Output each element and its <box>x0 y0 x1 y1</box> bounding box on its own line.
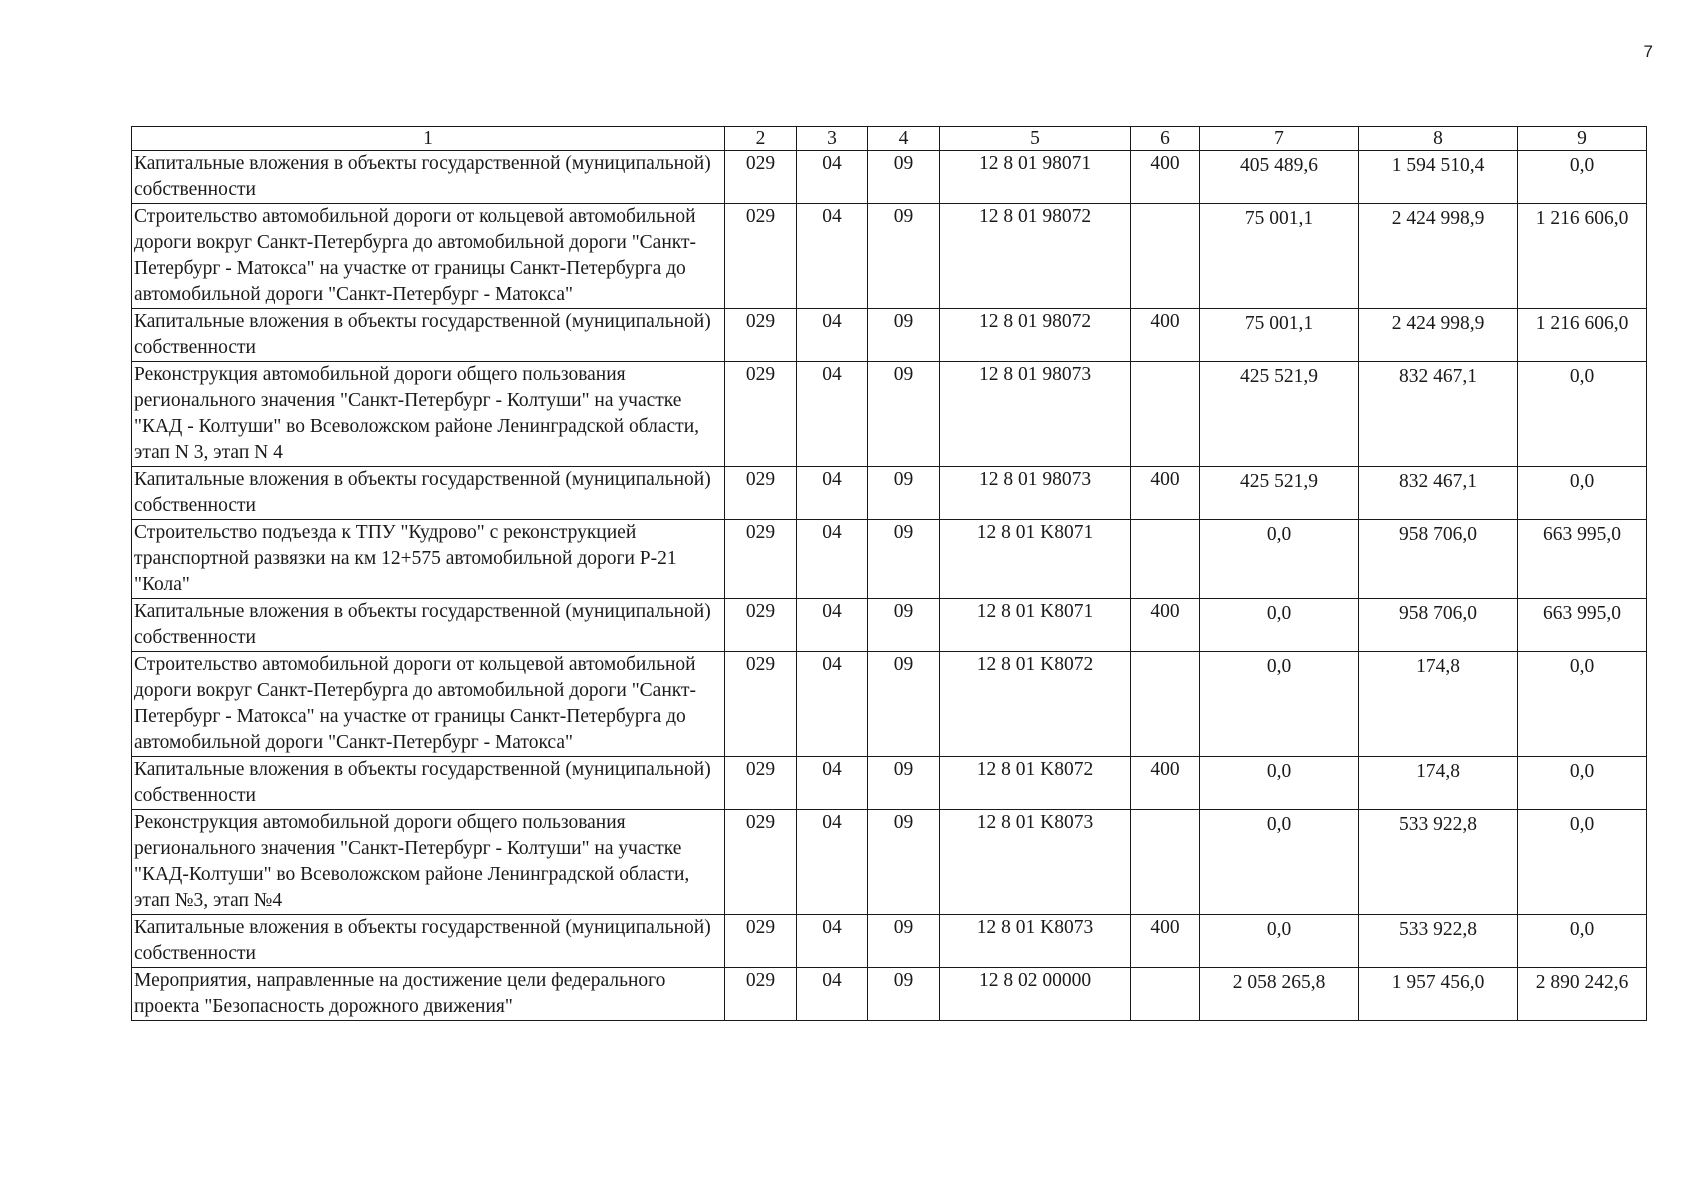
amount-col-9: 0,0 <box>1518 652 1647 757</box>
subsection-code: 09 <box>868 599 940 652</box>
amount-col-9: 1 216 606,0 <box>1518 309 1647 362</box>
budget-table <box>131 126 1647 1021</box>
row-description: Капитальные вложения в объекты государственной (муниципальной) собственности <box>132 599 725 652</box>
amount-col-7: 75 001,1 <box>1200 309 1359 362</box>
amount-col-8: 1 957 456,0 <box>1359 968 1518 1021</box>
target-article-code: 12 8 01 98073 <box>940 467 1131 520</box>
ministry-code: 029 <box>725 204 797 309</box>
amount-col-8: 174,8 <box>1359 652 1518 757</box>
amount-col-8: 958 706,0 <box>1359 520 1518 599</box>
amount-col-7: 0,0 <box>1200 520 1359 599</box>
amount-col-8: 832 467,1 <box>1359 362 1518 467</box>
ministry-code: 029 <box>725 652 797 757</box>
target-article-code: 12 8 01 K8071 <box>940 599 1131 652</box>
section-code: 04 <box>797 810 868 915</box>
amount-col-9: 0,0 <box>1518 467 1647 520</box>
amount-col-9: 0,0 <box>1518 810 1647 915</box>
ministry-code: 029 <box>725 968 797 1021</box>
header-cell: 7 <box>1200 127 1359 151</box>
header-cell: 4 <box>868 127 940 151</box>
row-description: Реконструкция автомобильной дороги общего пользования регионального значения "Санкт-Петербург - Колтуши" на участке "КАД-Колтуши" во Всеволожском районе Ленинградской области, этап №3, этап №4 <box>132 810 725 915</box>
table-row <box>132 810 1647 915</box>
subsection-code: 09 <box>868 151 940 204</box>
subsection-code: 09 <box>868 309 940 362</box>
expense-type-code <box>1131 810 1200 915</box>
row-description: Капитальные вложения в объекты государственной (муниципальной) собственности <box>132 467 725 520</box>
target-article-code: 12 8 01 98073 <box>940 362 1131 467</box>
ministry-code: 029 <box>725 151 797 204</box>
amount-col-7: 0,0 <box>1200 652 1359 757</box>
header-cell: 2 <box>725 127 797 151</box>
table-row <box>132 151 1647 204</box>
amount-col-9: 0,0 <box>1518 915 1647 968</box>
row-description: Капитальные вложения в объекты государственной (муниципальной) собственности <box>132 915 725 968</box>
table-row <box>132 652 1647 757</box>
section-code: 04 <box>797 204 868 309</box>
ministry-code: 029 <box>725 467 797 520</box>
ministry-code: 029 <box>725 915 797 968</box>
amount-col-7: 425 521,9 <box>1200 362 1359 467</box>
header-cell: 6 <box>1131 127 1200 151</box>
subsection-code: 09 <box>868 810 940 915</box>
subsection-code: 09 <box>868 362 940 467</box>
page-number: 7 <box>1643 42 1653 61</box>
target-article-code: 12 8 02 00000 <box>940 968 1131 1021</box>
table-body <box>132 151 1647 1021</box>
table-row <box>132 757 1647 810</box>
expense-type-code <box>1131 204 1200 309</box>
row-description: Строительство автомобильной дороги от кольцевой автомобильной дороги вокруг Санкт-Петербурга до автомобильной дороги "Санкт-Петербург - Матокса" на участке от границы Санкт-Петербурга до автомобильной дороги "Санкт-Петербург - Матокса" <box>132 652 725 757</box>
section-code: 04 <box>797 599 868 652</box>
target-article-code: 12 8 01 K8071 <box>940 520 1131 599</box>
expense-type-code <box>1131 968 1200 1021</box>
row-description: Капитальные вложения в объекты государственной (муниципальной) собственности <box>132 757 725 810</box>
section-code: 04 <box>797 309 868 362</box>
section-code: 04 <box>797 757 868 810</box>
amount-col-9: 0,0 <box>1518 362 1647 467</box>
header-row <box>132 127 1647 151</box>
section-code: 04 <box>797 652 868 757</box>
subsection-code: 09 <box>868 652 940 757</box>
header-cell: 8 <box>1359 127 1518 151</box>
table-row <box>132 968 1647 1021</box>
amount-col-7: 2 058 265,8 <box>1200 968 1359 1021</box>
target-article-code: 12 8 01 K8072 <box>940 757 1131 810</box>
subsection-code: 09 <box>868 757 940 810</box>
subsection-code: 09 <box>868 915 940 968</box>
row-description: Капитальные вложения в объекты государственной (муниципальной) собственности <box>132 151 725 204</box>
header-cell: 5 <box>940 127 1131 151</box>
table-row <box>132 309 1647 362</box>
budget-table-container <box>131 126 1646 1021</box>
section-code: 04 <box>797 362 868 467</box>
table-row <box>132 599 1647 652</box>
amount-col-7: 0,0 <box>1200 757 1359 810</box>
expense-type-code: 400 <box>1131 599 1200 652</box>
target-article-code: 12 8 01 98071 <box>940 151 1131 204</box>
amount-col-8: 2 424 998,9 <box>1359 204 1518 309</box>
section-code: 04 <box>797 915 868 968</box>
table-row <box>132 362 1647 467</box>
target-article-code: 12 8 01 K8072 <box>940 652 1131 757</box>
expense-type-code <box>1131 520 1200 599</box>
header-cell: 3 <box>797 127 868 151</box>
table-row <box>132 467 1647 520</box>
target-article-code: 12 8 01 K8073 <box>940 915 1131 968</box>
amount-col-9: 2 890 242,6 <box>1518 968 1647 1021</box>
row-description: Реконструкция автомобильной дороги общего пользования регионального значения "Санкт-Петербург - Колтуши" на участке "КАД - Колтуши" во Всеволожском районе Ленинградской области, этап N 3, этап N 4 <box>132 362 725 467</box>
amount-col-7: 0,0 <box>1200 810 1359 915</box>
amount-col-7: 405 489,6 <box>1200 151 1359 204</box>
ministry-code: 029 <box>725 810 797 915</box>
target-article-code: 12 8 01 98072 <box>940 309 1131 362</box>
table-row <box>132 204 1647 309</box>
ministry-code: 029 <box>725 757 797 810</box>
header-cell: 9 <box>1518 127 1647 151</box>
expense-type-code: 400 <box>1131 151 1200 204</box>
table-row <box>132 520 1647 599</box>
amount-col-8: 533 922,8 <box>1359 810 1518 915</box>
amount-col-9: 663 995,0 <box>1518 520 1647 599</box>
row-description: Строительство подъезда к ТПУ "Кудрово" с реконструкцией транспортной развязки на км 12+575 автомобильной дороги Р-21 "Кола" <box>132 520 725 599</box>
ministry-code: 029 <box>725 599 797 652</box>
amount-col-7: 0,0 <box>1200 599 1359 652</box>
amount-col-8: 2 424 998,9 <box>1359 309 1518 362</box>
amount-col-7: 75 001,1 <box>1200 204 1359 309</box>
amount-col-9: 1 216 606,0 <box>1518 204 1647 309</box>
subsection-code: 09 <box>868 204 940 309</box>
subsection-code: 09 <box>868 467 940 520</box>
target-article-code: 12 8 01 98072 <box>940 204 1131 309</box>
ministry-code: 029 <box>725 309 797 362</box>
section-code: 04 <box>797 520 868 599</box>
amount-col-9: 0,0 <box>1518 151 1647 204</box>
row-description: Капитальные вложения в объекты государственной (муниципальной) собственности <box>132 309 725 362</box>
amount-col-8: 1 594 510,4 <box>1359 151 1518 204</box>
amount-col-8: 958 706,0 <box>1359 599 1518 652</box>
amount-col-8: 174,8 <box>1359 757 1518 810</box>
ministry-code: 029 <box>725 362 797 467</box>
amount-col-7: 425 521,9 <box>1200 467 1359 520</box>
target-article-code: 12 8 01 K8073 <box>940 810 1131 915</box>
expense-type-code: 400 <box>1131 309 1200 362</box>
expense-type-code: 400 <box>1131 467 1200 520</box>
subsection-code: 09 <box>868 520 940 599</box>
expense-type-code: 400 <box>1131 757 1200 810</box>
expense-type-code <box>1131 652 1200 757</box>
row-description: Мероприятия, направленные на достижение цели федерального проекта "Безопасность дорожного движения" <box>132 968 725 1021</box>
section-code: 04 <box>797 968 868 1021</box>
amount-col-9: 0,0 <box>1518 757 1647 810</box>
ministry-code: 029 <box>725 520 797 599</box>
header-cell: 1 <box>132 127 725 151</box>
expense-type-code: 400 <box>1131 915 1200 968</box>
section-code: 04 <box>797 151 868 204</box>
amount-col-8: 533 922,8 <box>1359 915 1518 968</box>
amount-col-9: 663 995,0 <box>1518 599 1647 652</box>
subsection-code: 09 <box>868 968 940 1021</box>
row-description: Строительство автомобильной дороги от кольцевой автомобильной дороги вокруг Санкт-Петербурга до автомобильной дороги "Санкт-Петербург - Матокса" на участке от границы Санкт-Петербурга до автомобильной дороги "Санкт-Петербург - Матокса" <box>132 204 725 309</box>
expense-type-code <box>1131 362 1200 467</box>
section-code: 04 <box>797 467 868 520</box>
amount-col-8: 832 467,1 <box>1359 467 1518 520</box>
amount-col-7: 0,0 <box>1200 915 1359 968</box>
table-row <box>132 915 1647 968</box>
